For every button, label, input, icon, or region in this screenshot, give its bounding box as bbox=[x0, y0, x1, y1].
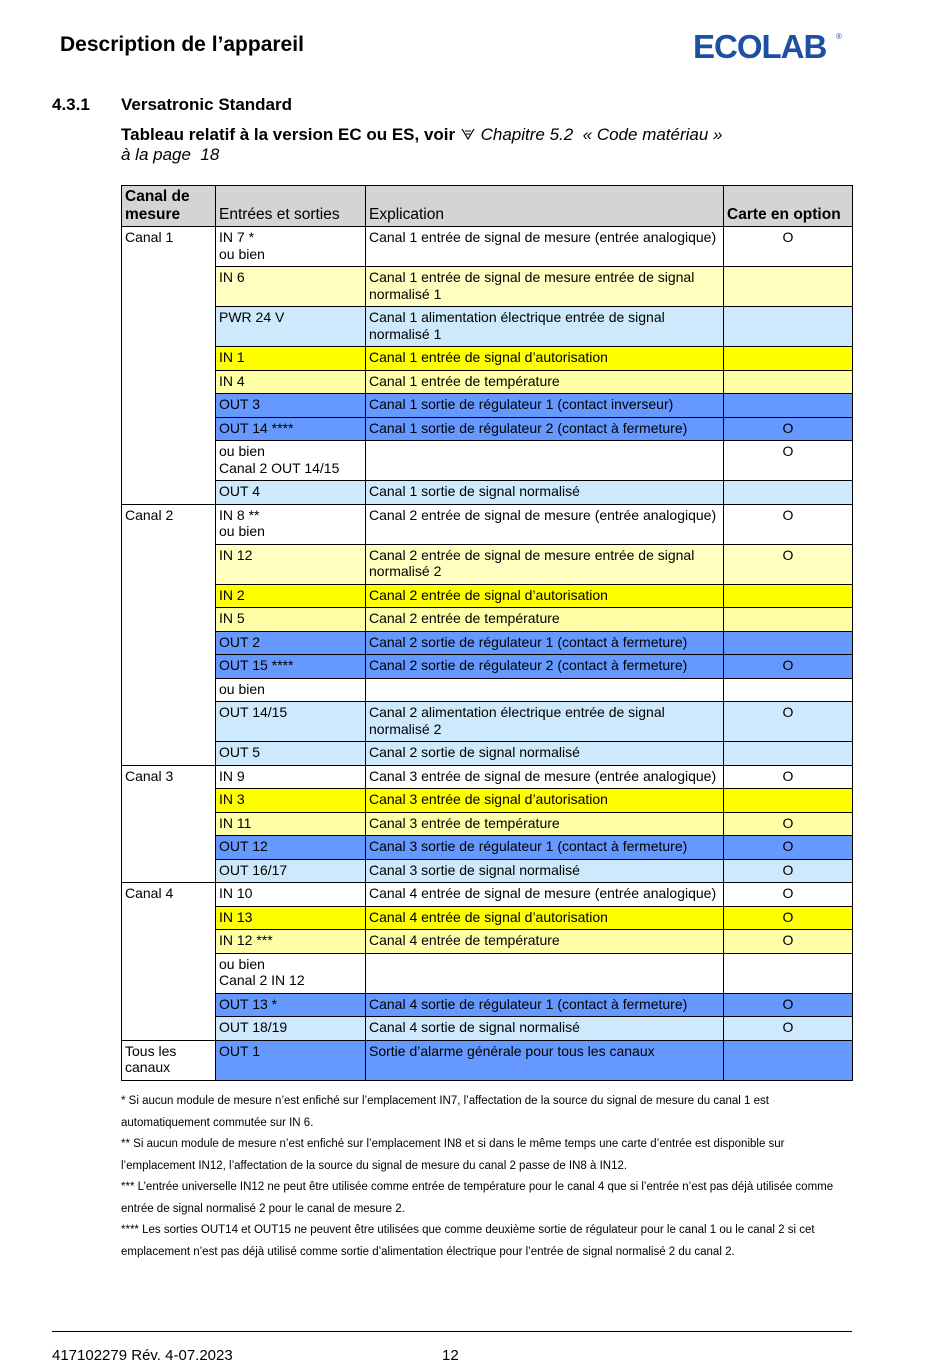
ecolab-logo bbox=[693, 29, 843, 63]
io-cell: OUT 12 bbox=[216, 836, 366, 860]
explication-cell: Canal 2 entrée de température bbox=[366, 608, 724, 632]
io-cell: IN 1 bbox=[216, 347, 366, 371]
page-reference: à la page 18 bbox=[121, 145, 220, 164]
explication-cell: Canal 1 entrée de signal de mesure (entrée analogique) bbox=[366, 227, 724, 267]
io-cell: IN 4 bbox=[216, 370, 366, 394]
table-row bbox=[122, 481, 853, 505]
explication-cell bbox=[366, 678, 724, 702]
canal-cell: Canal 3 bbox=[122, 765, 216, 883]
table-row bbox=[122, 953, 853, 993]
io-cell: IN 13 bbox=[216, 906, 366, 930]
page-header-title: Description de l’appareil bbox=[60, 33, 304, 56]
explication-cell: Canal 1 sortie de régulateur 2 (contact à fermeture) bbox=[366, 417, 724, 441]
explication-cell: Canal 4 sortie de régulateur 1 (contact à fermeture) bbox=[366, 993, 724, 1017]
explication-cell: Canal 2 entrée de signal de mesure entrée de signal normalisé 2 bbox=[366, 544, 724, 584]
option-cell: O bbox=[724, 504, 853, 544]
explication-cell: Canal 3 entrée de signal d’autorisation bbox=[366, 789, 724, 813]
explication-cell: Canal 3 sortie de signal normalisé bbox=[366, 859, 724, 883]
io-cell: IN 5 bbox=[216, 608, 366, 632]
table-row bbox=[122, 906, 853, 930]
io-cell: IN 10 bbox=[216, 883, 366, 907]
option-cell: O bbox=[724, 544, 853, 584]
explication-cell: Canal 1 entrée de température bbox=[366, 370, 724, 394]
section-subtitle bbox=[121, 125, 821, 165]
io-cell: IN 3 bbox=[216, 789, 366, 813]
option-cell bbox=[724, 1040, 853, 1080]
explication-cell: Sortie d’alarme générale pour tous les canaux bbox=[366, 1040, 724, 1080]
explication-cell: Canal 1 sortie de régulateur 1 (contact inverseur) bbox=[366, 394, 724, 418]
io-cell: OUT 15 **** bbox=[216, 655, 366, 679]
option-cell bbox=[724, 267, 853, 307]
option-cell bbox=[724, 347, 853, 371]
option-cell: O bbox=[724, 227, 853, 267]
io-cell: OUT 3 bbox=[216, 394, 366, 418]
option-cell bbox=[724, 394, 853, 418]
explication-cell: Canal 2 sortie de signal normalisé bbox=[366, 742, 724, 766]
io-cell: IN 8 ** ou bien bbox=[216, 504, 366, 544]
chapter-link[interactable]: Chapitre 5.2 « Code matériau » bbox=[480, 125, 723, 144]
explication-cell: Canal 1 alimentation électrique entrée de signal normalisé 1 bbox=[366, 307, 724, 347]
section-number: 4.3.1 bbox=[52, 95, 90, 114]
table-row bbox=[122, 441, 853, 481]
table-row bbox=[122, 1040, 853, 1080]
option-cell: O bbox=[724, 812, 853, 836]
io-cell: IN 11 bbox=[216, 812, 366, 836]
io-cell: PWR 24 V bbox=[216, 307, 366, 347]
footer-divider bbox=[52, 1331, 852, 1332]
option-cell bbox=[724, 584, 853, 608]
table-row bbox=[122, 836, 853, 860]
explication-cell bbox=[366, 441, 724, 481]
io-cell: OUT 4 bbox=[216, 481, 366, 505]
option-cell bbox=[724, 742, 853, 766]
explication-cell: Canal 2 sortie de régulateur 1 (contact à fermeture) bbox=[366, 631, 724, 655]
footnote: ** Si aucun module de mesure n’est enfiché sur l’emplacement IN8 et si dans le même temps une carte d’entrée est disponible sur l’emplacement IN12, l’affectation de la source du signal de mesure du canal 2 passe de IN8 à IN12. bbox=[121, 1138, 785, 1172]
footnote: * Si aucun module de mesure n’est enfiché sur l’emplacement IN7, l’affectation de la source du signal de mesure du canal 1 est automatiquement commutée sur IN 6. bbox=[121, 1095, 769, 1129]
table-row bbox=[122, 370, 853, 394]
footnotes bbox=[121, 1091, 846, 1263]
table-row bbox=[122, 742, 853, 766]
option-cell bbox=[724, 953, 853, 993]
option-cell: O bbox=[724, 702, 853, 742]
option-cell bbox=[724, 678, 853, 702]
footnote: *** L’entrée universelle IN12 ne peut être utilisée comme entrée de température pour le canal 4 que si l’entrée n’est pas déjà utilisée comme entrée de signal normalisé 2 pour le canal de mesure 2. bbox=[121, 1181, 834, 1215]
canal-cell: Canal 2 bbox=[122, 504, 216, 765]
option-cell bbox=[724, 307, 853, 347]
io-cell: ou bien bbox=[216, 678, 366, 702]
subtitle-text: Tableau relatif à la version EC ou ES, voir bbox=[121, 125, 456, 144]
table-row bbox=[122, 812, 853, 836]
table-row bbox=[122, 584, 853, 608]
explication-cell: Canal 3 entrée de signal de mesure (entrée analogique) bbox=[366, 765, 724, 789]
io-cell: OUT 1 bbox=[216, 1040, 366, 1080]
explication-cell: Canal 2 entrée de signal de mesure (entrée analogique) bbox=[366, 504, 724, 544]
table-row bbox=[122, 608, 853, 632]
option-cell: O bbox=[724, 1017, 853, 1041]
io-cell: IN 6 bbox=[216, 267, 366, 307]
option-cell bbox=[724, 481, 853, 505]
option-cell: O bbox=[724, 836, 853, 860]
io-cell: IN 9 bbox=[216, 765, 366, 789]
explication-cell: Canal 4 entrée de signal de mesure (entrée analogique) bbox=[366, 883, 724, 907]
option-cell: O bbox=[724, 906, 853, 930]
option-cell: O bbox=[724, 417, 853, 441]
io-cell: IN 12 bbox=[216, 544, 366, 584]
io-cell: OUT 13 * bbox=[216, 993, 366, 1017]
io-cell: OUT 5 bbox=[216, 742, 366, 766]
io-cell: ou bien Canal 2 IN 12 bbox=[216, 953, 366, 993]
table-row bbox=[122, 347, 853, 371]
option-cell: O bbox=[724, 765, 853, 789]
explication-cell: Canal 3 entrée de température bbox=[366, 812, 724, 836]
io-cell: IN 2 bbox=[216, 584, 366, 608]
table-row bbox=[122, 993, 853, 1017]
footer-doc-ref: 417102279 Rév. 4-07.2023 bbox=[52, 1347, 233, 1364]
table-row bbox=[122, 544, 853, 584]
table-row bbox=[122, 883, 853, 907]
table-row bbox=[122, 702, 853, 742]
table-row bbox=[122, 765, 853, 789]
option-cell: O bbox=[724, 930, 853, 954]
io-cell: OUT 2 bbox=[216, 631, 366, 655]
canal-cell: Tous les canaux bbox=[122, 1040, 216, 1080]
col-header-canal: Canal de mesure bbox=[122, 186, 216, 227]
explication-cell: Canal 1 entrée de signal de mesure entrée de signal normalisé 1 bbox=[366, 267, 724, 307]
footnote: **** Les sorties OUT14 et OUT15 ne peuvent être utilisées que comme deuxième sortie de régulateur pour le canal 1 ou le canal 2 si cet emplacement n’est pas déjà utilisé comme sortie d’alimentation électrique pour l’entrée de signal normalisé 2 du canal 2. bbox=[121, 1224, 815, 1258]
option-cell bbox=[724, 608, 853, 632]
table-row bbox=[122, 1017, 853, 1041]
table-row bbox=[122, 307, 853, 347]
logo-text: ECOLAB bbox=[693, 29, 827, 63]
io-cell: IN 12 *** bbox=[216, 930, 366, 954]
canal-cell: Canal 4 bbox=[122, 883, 216, 1041]
table-row bbox=[122, 227, 853, 267]
io-cell: OUT 14 **** bbox=[216, 417, 366, 441]
option-cell: O bbox=[724, 859, 853, 883]
reference-arrow-icon bbox=[460, 127, 476, 141]
option-cell: O bbox=[724, 883, 853, 907]
option-cell bbox=[724, 789, 853, 813]
explication-cell: Canal 4 entrée de température bbox=[366, 930, 724, 954]
explication-cell: Canal 1 entrée de signal d’autorisation bbox=[366, 347, 724, 371]
explication-cell: Canal 2 sortie de régulateur 2 (contact à fermeture) bbox=[366, 655, 724, 679]
option-cell bbox=[724, 370, 853, 394]
io-cell: OUT 16/17 bbox=[216, 859, 366, 883]
table-row bbox=[122, 417, 853, 441]
option-cell: O bbox=[724, 655, 853, 679]
table-row bbox=[122, 504, 853, 544]
explication-cell bbox=[366, 953, 724, 993]
col-header-explication: Explication bbox=[366, 186, 724, 227]
table-row bbox=[122, 930, 853, 954]
io-cell: ou bien Canal 2 OUT 14/15 bbox=[216, 441, 366, 481]
table-row bbox=[122, 655, 853, 679]
explication-cell: Canal 4 entrée de signal d’autorisation bbox=[366, 906, 724, 930]
table-row bbox=[122, 678, 853, 702]
option-cell bbox=[724, 631, 853, 655]
table-row bbox=[122, 631, 853, 655]
canal-cell: Canal 1 bbox=[122, 227, 216, 505]
explication-cell: Canal 1 sortie de signal normalisé bbox=[366, 481, 724, 505]
option-cell: O bbox=[724, 993, 853, 1017]
io-cell: IN 7 * ou bien bbox=[216, 227, 366, 267]
io-table bbox=[121, 185, 853, 1081]
svg-text:®: ® bbox=[836, 32, 842, 41]
explication-cell: Canal 2 alimentation électrique entrée de signal normalisé 2 bbox=[366, 702, 724, 742]
option-cell: O bbox=[724, 441, 853, 481]
section-title: Versatronic Standard bbox=[121, 95, 293, 114]
col-header-carte: Carte en option bbox=[724, 186, 853, 227]
table-row bbox=[122, 267, 853, 307]
table-row bbox=[122, 859, 853, 883]
explication-cell: Canal 3 sortie de régulateur 1 (contact à fermeture) bbox=[366, 836, 724, 860]
col-header-io: Entrées et sorties bbox=[216, 186, 366, 227]
io-cell: OUT 14/15 bbox=[216, 702, 366, 742]
footer-page-number: 12 bbox=[442, 1347, 459, 1364]
explication-cell: Canal 4 sortie de signal normalisé bbox=[366, 1017, 724, 1041]
table-row bbox=[122, 789, 853, 813]
io-cell: OUT 18/19 bbox=[216, 1017, 366, 1041]
table-row bbox=[122, 394, 853, 418]
explication-cell: Canal 2 entrée de signal d’autorisation bbox=[366, 584, 724, 608]
